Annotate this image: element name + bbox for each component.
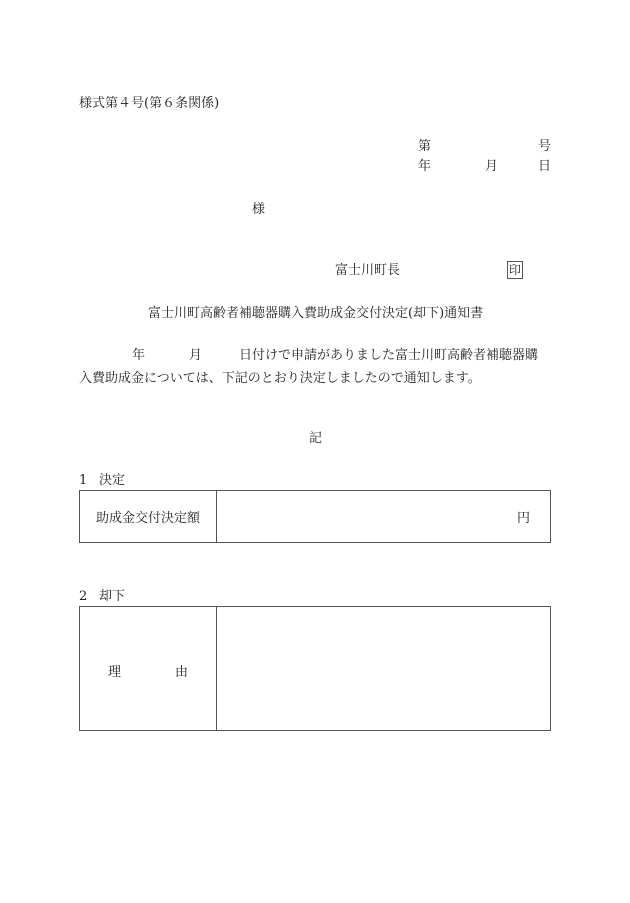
reason-label <box>80 607 217 731</box>
document-title: 富士川町高齢者補聴器購入費助成金交付決定(却下)通知書 <box>148 306 484 321</box>
date-year-label: 年 <box>418 159 432 174</box>
section1-heading <box>79 473 125 489</box>
section2-number: 2 <box>79 589 88 604</box>
grant-amount-field[interactable] <box>217 491 551 543</box>
date-day-label: 日 <box>538 159 552 174</box>
body-year-label: 年 <box>132 348 146 363</box>
date-month-label: 月 <box>485 159 499 174</box>
section1-label: 決定 <box>99 473 126 488</box>
decision-table <box>79 490 551 543</box>
yen-unit: 円 <box>516 511 530 526</box>
body-month-label: 月 <box>189 348 203 363</box>
body-text-line1: 日付けで申請がありました富士川町高齢者補聴器購 <box>239 348 539 363</box>
reason-label-part2: 由 <box>175 665 189 680</box>
issuer-name: 富士川町長 <box>335 263 401 278</box>
body-paragraph-line2: 入費助成金については、下記のとおり決定しましたので通知します。 <box>79 371 481 386</box>
reason-label-part1: 理 <box>108 665 122 680</box>
ki-heading: 記 <box>309 431 323 446</box>
addressee-honorific: 様 <box>252 202 266 217</box>
rejection-table <box>79 606 551 731</box>
section2-label: 却下 <box>99 589 126 604</box>
section1-number: 1 <box>79 473 88 488</box>
section2-heading <box>79 589 125 605</box>
form-number: 様式第４号(第６条関係) <box>79 96 220 111</box>
seal-icon: 印 <box>508 263 521 277</box>
grant-amount-label: 助成金交付決定額 <box>80 491 217 543</box>
doc-number-suffix: 号 <box>538 139 552 154</box>
reason-field[interactable] <box>217 607 551 731</box>
doc-number-prefix: 第 <box>418 139 432 154</box>
